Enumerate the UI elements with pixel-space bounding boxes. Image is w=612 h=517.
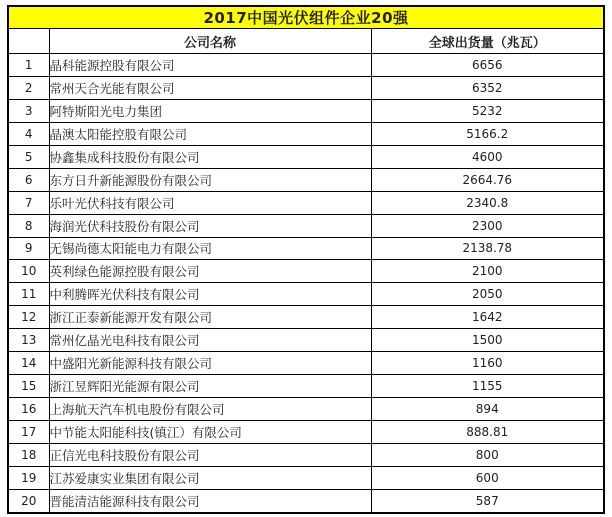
table-row bbox=[8, 283, 604, 306]
shipment-cell: 5232 bbox=[371, 99, 604, 122]
company-cell: 上海航天汽车机电股份有限公司 bbox=[49, 398, 371, 421]
shipment-cell: 6656 bbox=[371, 54, 604, 77]
rank-cell: 1 bbox=[8, 54, 49, 77]
company-cell: 东方日升新能源股份有限公司 bbox=[49, 168, 371, 191]
rank-cell: 3 bbox=[8, 99, 49, 122]
rank-cell: 9 bbox=[8, 237, 49, 260]
company-cell: 常州亿晶光电科技有限公司 bbox=[49, 329, 371, 352]
company-cell: 协鑫集成科技股份有限公司 bbox=[49, 145, 371, 168]
rank-cell: 8 bbox=[8, 214, 49, 237]
shipment-cell: 800 bbox=[371, 443, 604, 466]
table-row bbox=[8, 122, 604, 145]
rank-cell: 16 bbox=[8, 398, 49, 421]
table-row bbox=[8, 375, 604, 398]
company-cell: 江苏爱康实业集团有限公司 bbox=[49, 466, 371, 489]
company-cell: 浙江昱辉阳光能源有限公司 bbox=[49, 375, 371, 398]
shipment-cell: 6352 bbox=[371, 76, 604, 99]
rank-cell: 15 bbox=[8, 375, 49, 398]
shipment-cell: 894 bbox=[371, 398, 604, 421]
table-row bbox=[8, 191, 604, 214]
company-cell: 无锡尚德太阳能电力有限公司 bbox=[49, 237, 371, 260]
shipment-cell: 2664.76 bbox=[371, 168, 604, 191]
table-row bbox=[8, 306, 604, 329]
shipment-cell: 1155 bbox=[371, 375, 604, 398]
table-row bbox=[8, 466, 604, 489]
shipment-cell: 1160 bbox=[371, 352, 604, 375]
table-row bbox=[8, 145, 604, 168]
company-cell: 阿特斯阳光电力集团 bbox=[49, 99, 371, 122]
company-cell: 晶澳太阳能控股有限公司 bbox=[49, 122, 371, 145]
table-row bbox=[8, 329, 604, 352]
company-cell: 晋能清洁能源科技有限公司 bbox=[49, 489, 371, 513]
shipment-cell: 888.81 bbox=[371, 421, 604, 444]
shipment-cell: 5166.2 bbox=[371, 122, 604, 145]
title-row bbox=[8, 6, 604, 29]
shipment-header-cell: 全球出货量（兆瓦） bbox=[371, 29, 604, 54]
company-cell: 乐叶光伏科技有限公司 bbox=[49, 191, 371, 214]
table-row bbox=[8, 214, 604, 237]
table-row bbox=[8, 168, 604, 191]
table-row bbox=[8, 352, 604, 375]
rank-cell: 5 bbox=[8, 145, 49, 168]
rank-cell: 14 bbox=[8, 352, 49, 375]
rank-cell: 19 bbox=[8, 466, 49, 489]
shipment-cell: 2050 bbox=[371, 283, 604, 306]
company-cell: 正信光电科技股份有限公司 bbox=[49, 443, 371, 466]
shipment-cell: 600 bbox=[371, 466, 604, 489]
rank-cell: 20 bbox=[8, 489, 49, 513]
shipment-cell: 2340.8 bbox=[371, 191, 604, 214]
ranking-table-frame bbox=[7, 5, 605, 514]
shipment-cell: 1642 bbox=[371, 306, 604, 329]
rank-cell: 18 bbox=[8, 443, 49, 466]
shipment-cell: 4600 bbox=[371, 145, 604, 168]
table-row bbox=[8, 260, 604, 283]
company-cell: 中利腾晖光伏科技有限公司 bbox=[49, 283, 371, 306]
table-row bbox=[8, 398, 604, 421]
rank-cell: 10 bbox=[8, 260, 49, 283]
table-title: 2017中国光伏组件企业20强 bbox=[8, 6, 604, 29]
company-cell: 中盛阳光新能源科技有限公司 bbox=[49, 352, 371, 375]
rank-cell: 13 bbox=[8, 329, 49, 352]
rank-cell: 17 bbox=[8, 421, 49, 444]
table-row bbox=[8, 54, 604, 77]
table-row bbox=[8, 237, 604, 260]
shipment-cell: 2300 bbox=[371, 214, 604, 237]
rank-cell: 12 bbox=[8, 306, 49, 329]
shipment-cell: 2138.78 bbox=[371, 237, 604, 260]
rank-cell: 4 bbox=[8, 122, 49, 145]
rank-cell: 11 bbox=[8, 283, 49, 306]
company-cell: 海润光伏科技股份有限公司 bbox=[49, 214, 371, 237]
company-cell: 常州天合光能有限公司 bbox=[49, 76, 371, 99]
company-cell: 晶科能源控股有限公司 bbox=[49, 54, 371, 77]
rank-cell: 6 bbox=[8, 168, 49, 191]
company-header-cell: 公司名称 bbox=[49, 29, 371, 54]
shipment-cell: 587 bbox=[371, 489, 604, 513]
rank-header-cell bbox=[8, 29, 49, 54]
company-cell: 英利绿色能源控股有限公司 bbox=[49, 260, 371, 283]
shipment-cell: 1500 bbox=[371, 329, 604, 352]
table-body bbox=[8, 54, 604, 514]
header-row bbox=[8, 29, 604, 54]
company-cell: 浙江正泰新能源开发有限公司 bbox=[49, 306, 371, 329]
shipment-cell: 2100 bbox=[371, 260, 604, 283]
table-row bbox=[8, 76, 604, 99]
table-row bbox=[8, 443, 604, 466]
ranking-table bbox=[7, 5, 605, 514]
table-row bbox=[8, 489, 604, 513]
table-row bbox=[8, 421, 604, 444]
table-row bbox=[8, 99, 604, 122]
company-cell: 中节能太阳能科技(镇江）有限公司 bbox=[49, 421, 371, 444]
rank-cell: 2 bbox=[8, 76, 49, 99]
rank-cell: 7 bbox=[8, 191, 49, 214]
